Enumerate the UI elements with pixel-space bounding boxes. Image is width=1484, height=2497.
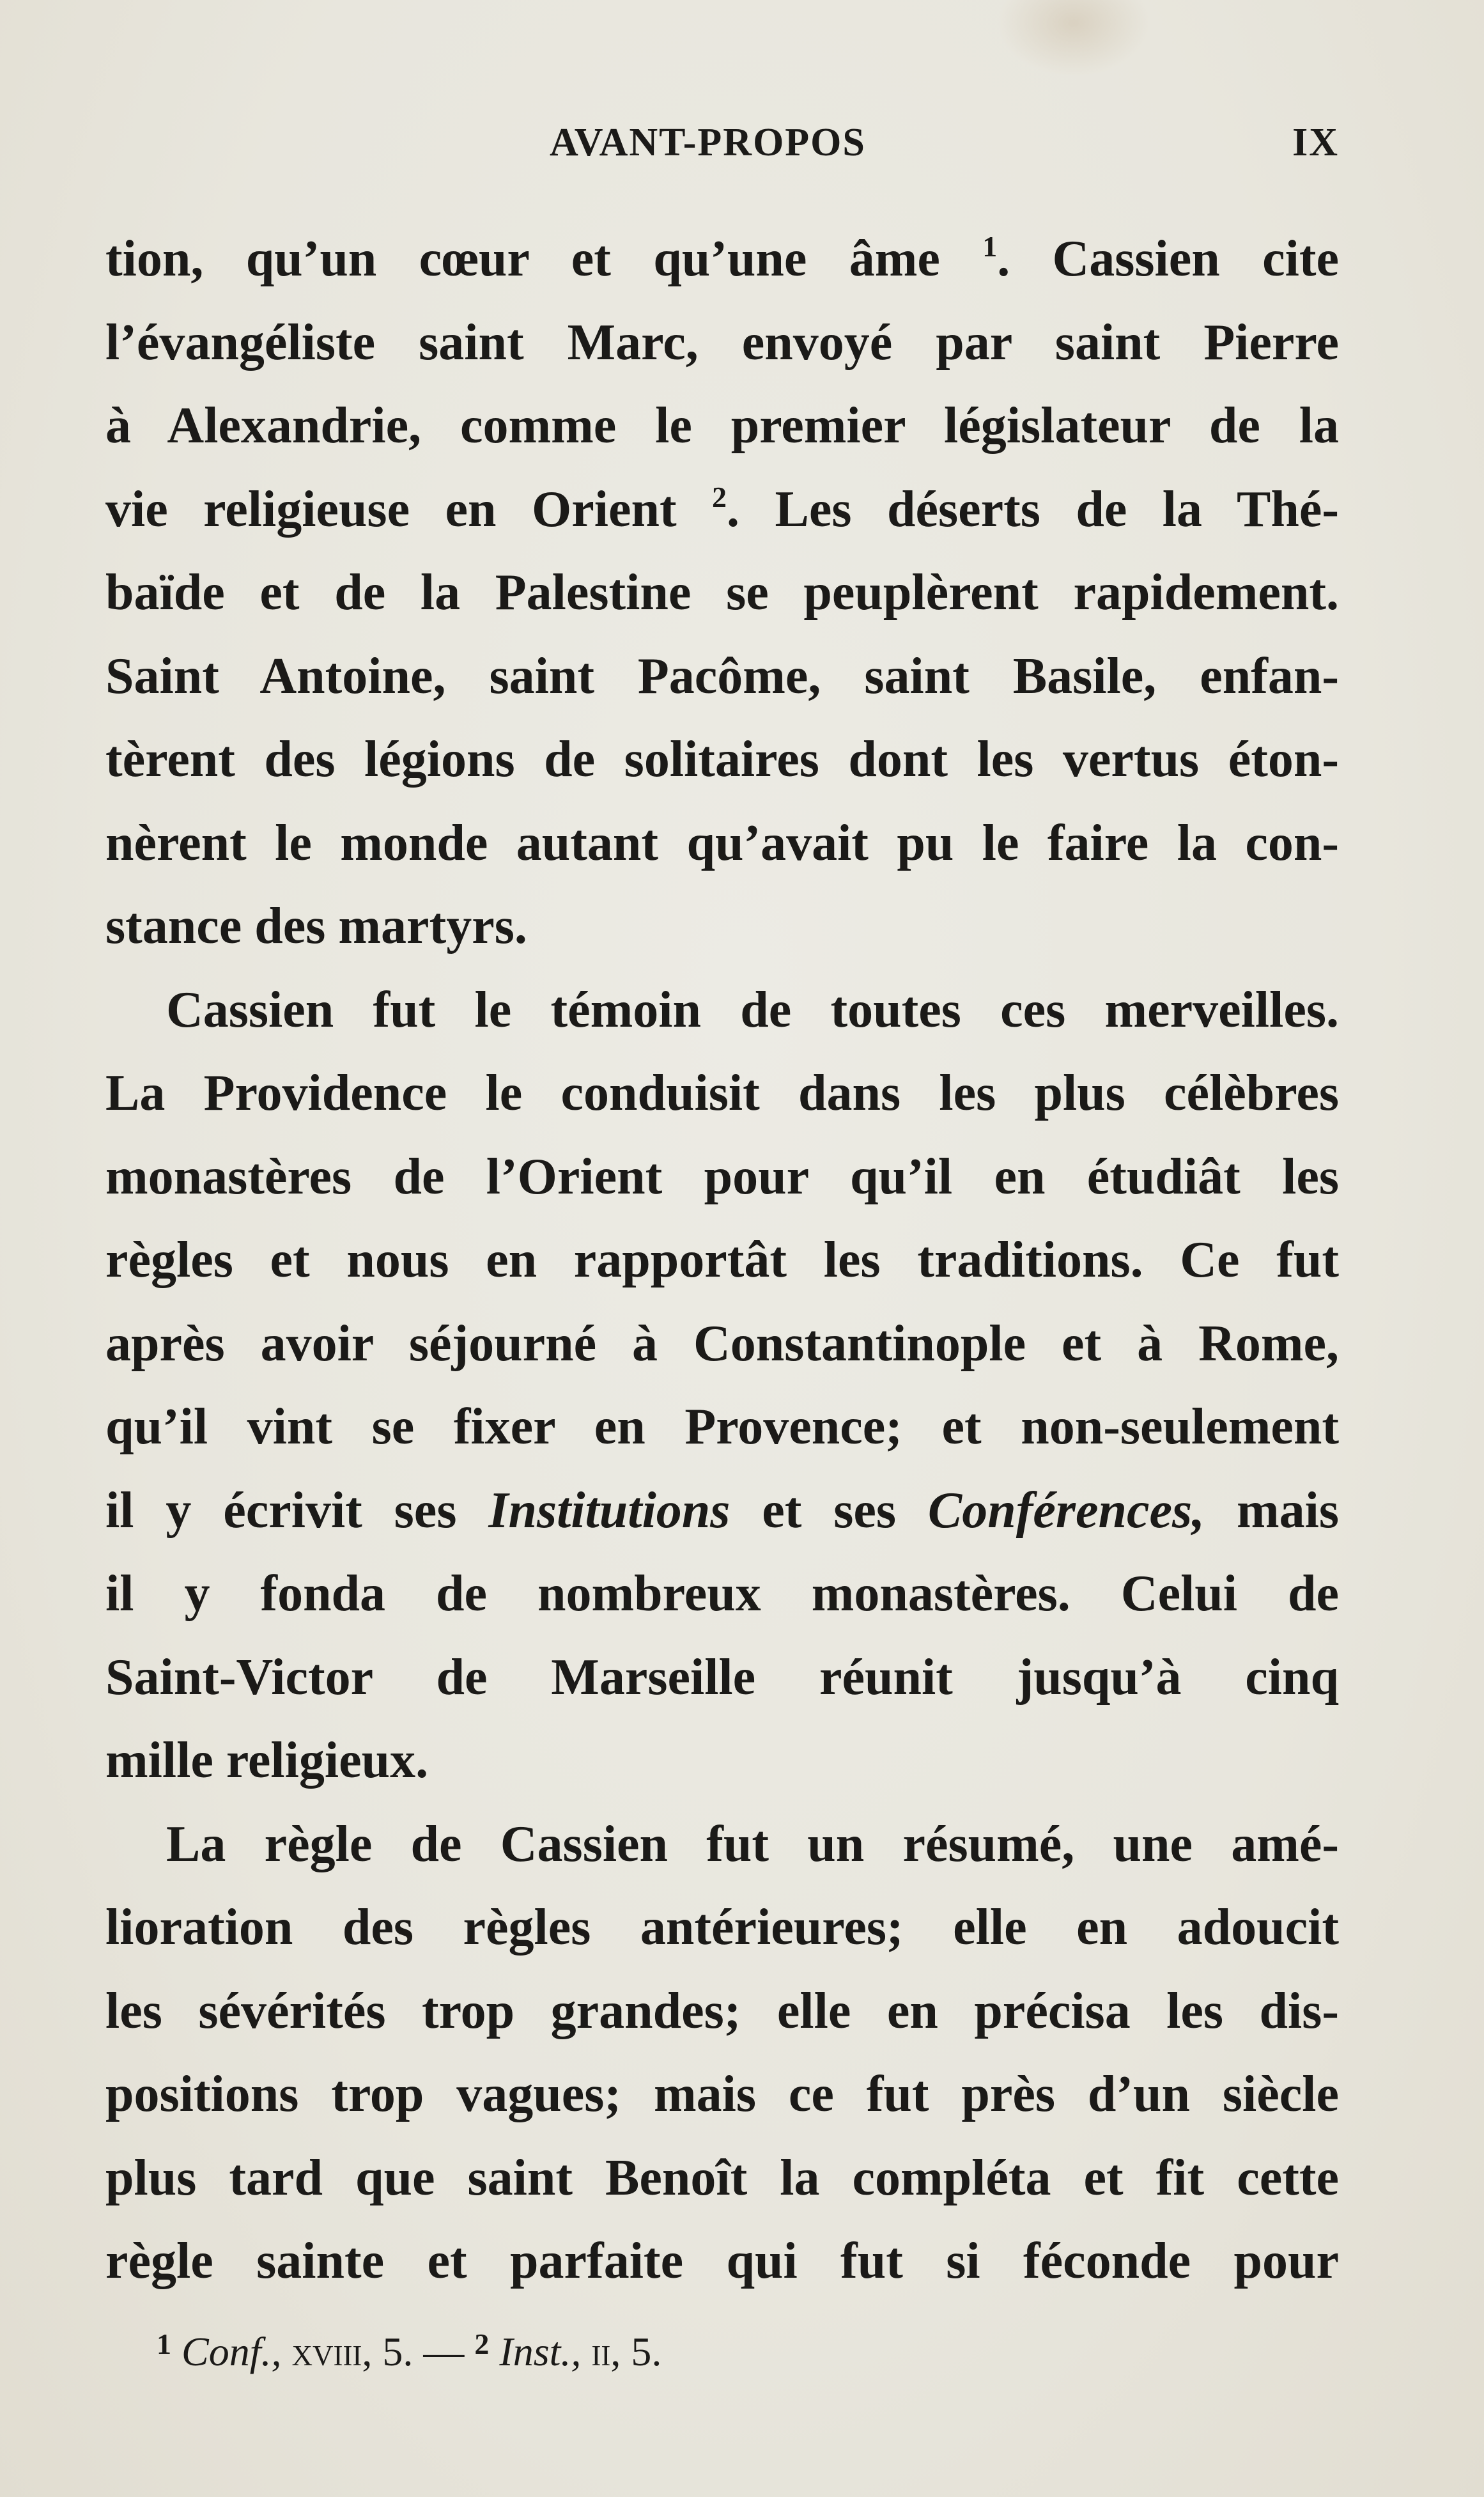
text-line: qu’il vint se fixer en Provence; et non-seulement xyxy=(105,1399,1339,1455)
text-line: tion, qu’un cœur et qu’une âme $^1$. Cassien cite xyxy=(105,230,1339,287)
footnote-ref: 1 xyxy=(982,230,998,263)
text-line: les sévérités trop grandes; elle en précisa les dis- xyxy=(105,1982,1339,2039)
footnote-work: Conf., xyxy=(182,2329,282,2374)
text-line: Saint-Victor de Marseille réunit jusqu’à cinq xyxy=(105,1649,1339,1706)
paragraph-start: La règle de Cassien fut un résumé, une amé- xyxy=(166,1816,1339,1872)
footnote-ref: 2 xyxy=(712,480,727,513)
text-line: mille religieux. xyxy=(105,1732,429,1789)
text-line: La Providence le conduisit dans les plus célèbres xyxy=(105,1065,1339,1121)
text-line: plus tard que saint Benoît la compléta et fit cette xyxy=(105,2149,1339,2206)
text-line: monastères de l’Orient pour qu’il en étudiât les xyxy=(105,1148,1339,1205)
footnote-ref-text: xviii, 5. — xyxy=(281,2329,475,2374)
footnote-work: Inst., xyxy=(499,2329,582,2374)
running-title: AVANT-PROPOS xyxy=(550,121,866,164)
footnote-mark: 1 xyxy=(157,2328,171,2360)
text-line: nèrent le monde autant qu’avait pu le faire la con- xyxy=(105,814,1339,871)
text-line: lioration des règles antérieures; elle en adoucit xyxy=(105,1899,1339,1956)
footnote-mark: 2 xyxy=(474,2328,490,2360)
text-line: Saint Antoine, saint Pacôme, saint Basile, enfan- xyxy=(105,648,1339,704)
paragraph-start: Cassien fut le témoin de toutes ces merveilles. xyxy=(166,981,1339,1038)
text-line: il y fonda de nombreux monastères. Celui de xyxy=(105,1566,1339,1622)
page-number: IX xyxy=(1292,121,1339,164)
text-line: à Alexandrie, comme le premier législateur de la xyxy=(105,398,1339,454)
italic-title: Conférences, xyxy=(927,1482,1205,1539)
text-line: après avoir séjourné à Constantinople et à Rome, xyxy=(105,1315,1339,1372)
paper-stain xyxy=(997,0,1150,77)
footnote-ref-text: ii, 5. xyxy=(581,2329,662,2374)
text-line: tèrent des légions de solitaires dont les vertus éton- xyxy=(105,731,1339,788)
text-line: baïde et de la Palestine se peuplèrent rapidement. xyxy=(105,564,1339,621)
text-line: vie religieuse en Orient $^2$. Les déserts de la Thé- xyxy=(105,480,1340,538)
text-line: positions trop vagues; mais ce fut près d’un siècle xyxy=(105,2066,1339,2122)
text-line: règle sainte et parfaite qui fut si féconde pour xyxy=(105,2233,1339,2289)
footnotes xyxy=(157,2327,661,2376)
text-line: il y écrivit ses Institutions et ses Conférences, mais xyxy=(105,1482,1340,1539)
text-line: règles et nous en rapportât les traditions. Ce fut xyxy=(105,1232,1339,1288)
text-line: stance des martyrs. xyxy=(105,898,527,954)
text-line: l’évangéliste saint Marc, envoyé par saint Pierre xyxy=(105,314,1339,371)
body-text xyxy=(105,217,1339,2303)
italic-title: Institutions xyxy=(488,1482,730,1539)
page-header xyxy=(105,120,1339,178)
